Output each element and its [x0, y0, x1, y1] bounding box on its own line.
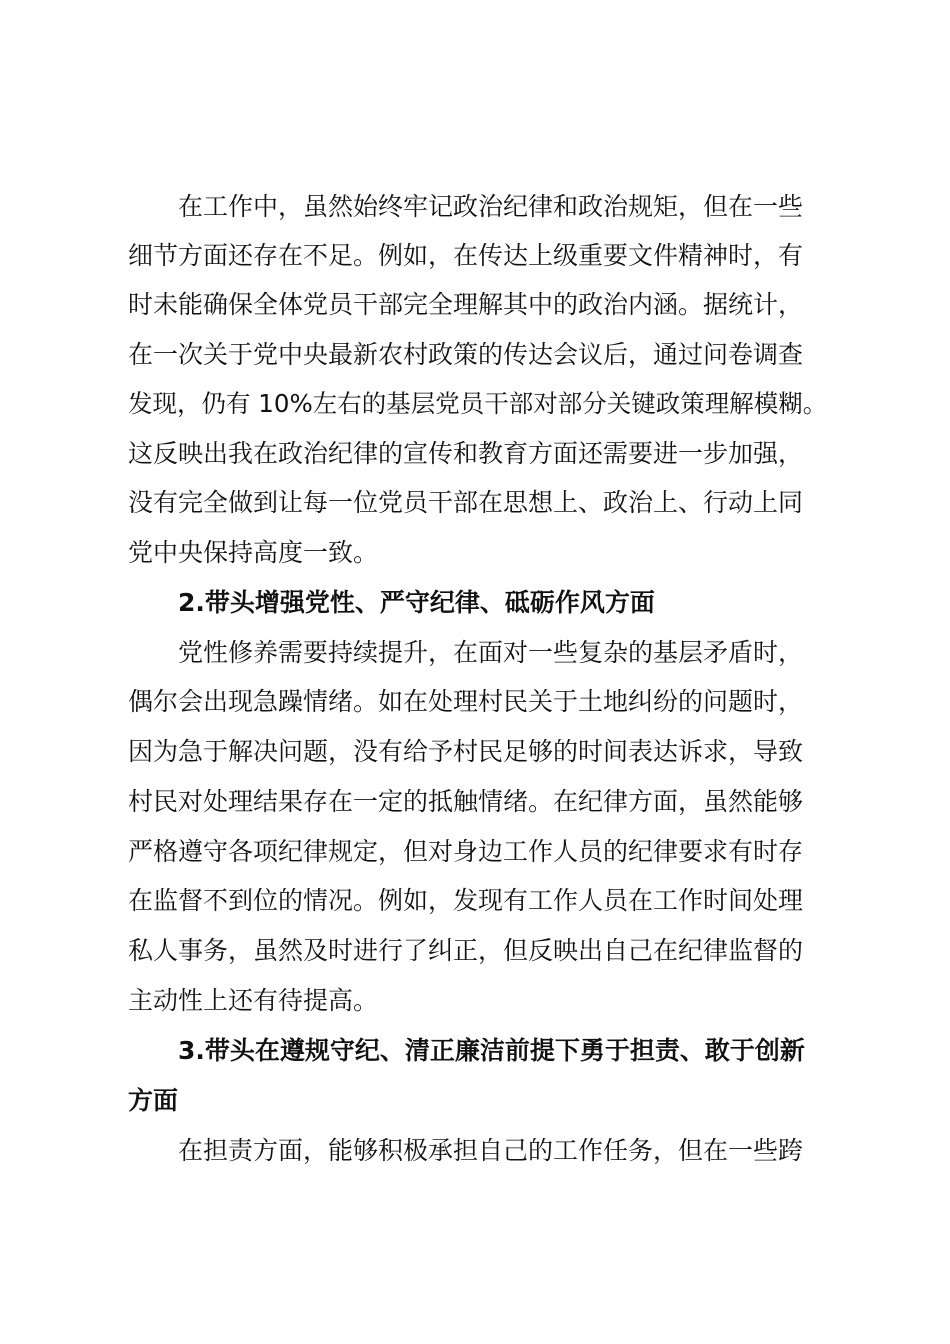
- text-line: 这反映出我在政治纪律的宣传和教育方面还需要进一步加强，: [128, 439, 804, 468]
- text-line: 在工作中，虽然始终牢记政治纪律和政治规矩，但在一些: [178, 192, 804, 221]
- text-line: 严格遵守各项纪律规定，但对身边工作人员的纪律要求有时存: [128, 837, 804, 866]
- text-line: 时未能确保全体党员干部完全理解其中的政治内涵。据统计，: [128, 290, 804, 319]
- text-line: 发现，仍有 10%左右的基层党员干部对部分关键政策理解模糊。: [128, 389, 828, 418]
- text-line: 党性修养需要持续提升，在面对一些复杂的基层矛盾时，: [178, 638, 804, 667]
- text-line: 村民对处理结果存在一定的抵触情绪。在纪律方面，虽然能够: [128, 787, 804, 816]
- text-line: 没有完全做到让每一位党员干部在思想上、政治上、行动上同: [128, 488, 804, 517]
- text-line: 在监督不到位的情况。例如，发现有工作人员在工作时间处理: [128, 886, 804, 915]
- text-line: 主动性上还有待提高。: [128, 986, 379, 1015]
- text-line: 因为急于解决问题，没有给予村民足够的时间表达诉求，导致: [128, 737, 804, 766]
- text-line: 偶尔会出现急躁情绪。如在处理村民关于土地纠纷的问题时，: [128, 687, 804, 716]
- text-line: 党中央保持高度一致。: [128, 538, 379, 567]
- text-line: 私人事务，虽然及时进行了纠正，但反映出自己在纪律监督的: [128, 936, 804, 965]
- text-line: 在担责方面，能够积极承担自己的工作任务，但在一些跨: [178, 1136, 804, 1165]
- text-line: 在一次关于党中央最新农村政策的传达会议后，通过问卷调查: [128, 340, 804, 369]
- heading-line: 方面: [128, 1086, 179, 1115]
- heading-line: 3.带头在遵规守纪、清正廉洁前提下勇于担责、敢于创新: [178, 1036, 805, 1065]
- text-line: 细节方面还存在不足。例如，在传达上级重要文件精神时，有: [128, 241, 804, 270]
- heading-line: 2.带头增强党性、严守纪律、砥砺作风方面: [178, 588, 655, 617]
